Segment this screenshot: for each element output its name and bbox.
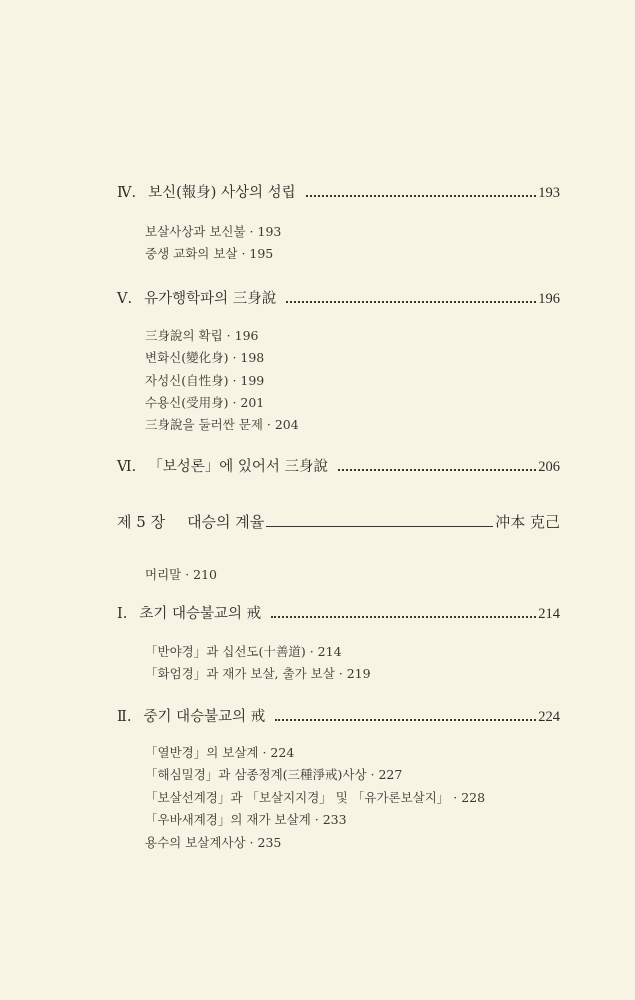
dot-leader bbox=[271, 616, 536, 618]
rule-line bbox=[266, 526, 493, 527]
toc-item: 「열반경」의 보살계 · 224 bbox=[145, 745, 295, 760]
toc-item: 변화신(變化身) · 198 bbox=[145, 350, 265, 365]
toc-heading-vi bbox=[117, 455, 560, 475]
section-title: 유가행학파의 三身說 bbox=[144, 291, 277, 307]
section-title: 「보성론」에 있어서 三身說 bbox=[148, 459, 328, 475]
toc-item: 수용신(受用身) · 201 bbox=[145, 395, 265, 410]
chapter-heading bbox=[117, 511, 560, 531]
dot-leader bbox=[275, 719, 536, 721]
section-title: 보신(報身) 사상의 성립 bbox=[148, 185, 296, 201]
dot-leader bbox=[306, 195, 537, 197]
section-number: Ⅴ. bbox=[117, 291, 133, 307]
toc-item: 「반야경」과 십선도(十善道) · 214 bbox=[145, 644, 342, 659]
dot-leader bbox=[286, 301, 536, 303]
toc-item-intro: 머리말 · 210 bbox=[145, 567, 218, 582]
toc-item: 三身說을 둘러싼 문제 · 204 bbox=[145, 417, 299, 432]
page-number: 193 bbox=[538, 185, 560, 201]
dot-leader bbox=[338, 469, 536, 471]
toc-item: 三身說의 확립 · 196 bbox=[145, 328, 259, 343]
page-number: 224 bbox=[538, 709, 560, 725]
section-title: 초기 대승불교의 戒 bbox=[139, 606, 262, 622]
toc-item: 중생 교화의 보살 · 195 bbox=[145, 246, 274, 261]
toc-item: 보살사상과 보신불 · 193 bbox=[145, 224, 282, 239]
toc-item: 자성신(自性身) · 199 bbox=[145, 373, 265, 388]
toc-item: 「화엄경」과 재가 보살, 출가 보살 · 219 bbox=[145, 666, 371, 681]
section-number: Ⅳ. bbox=[117, 185, 137, 201]
toc-heading-ii bbox=[117, 705, 560, 725]
toc-heading-v bbox=[117, 287, 560, 307]
chapter-author: 冲本 克己 bbox=[495, 513, 560, 531]
toc-item: 용수의 보살계사상 · 235 bbox=[145, 835, 282, 850]
toc-heading-iv bbox=[117, 181, 560, 201]
page-number: 206 bbox=[538, 459, 560, 475]
page-number: 196 bbox=[538, 291, 560, 307]
toc-heading-i bbox=[117, 602, 560, 622]
section-number: Ⅰ. bbox=[117, 606, 128, 622]
section-title: 중기 대승불교의 戒 bbox=[143, 709, 266, 725]
section-number: Ⅱ. bbox=[117, 709, 132, 725]
toc-item: 「보살선계경」과 「보살지지경」 및 「유가론보살지」 · 228 bbox=[145, 790, 486, 805]
page-number: 214 bbox=[538, 606, 560, 622]
toc-item: 「해심밀경」과 삼종정계(三種淨戒)사상 · 227 bbox=[145, 767, 403, 782]
section-number: Ⅵ. bbox=[117, 459, 137, 475]
chapter-label: 제 5 장 bbox=[117, 513, 166, 531]
chapter-title: 대승의 계율 bbox=[187, 513, 265, 531]
toc-item: 「우바새계경」의 재가 보살계 · 233 bbox=[145, 812, 347, 827]
